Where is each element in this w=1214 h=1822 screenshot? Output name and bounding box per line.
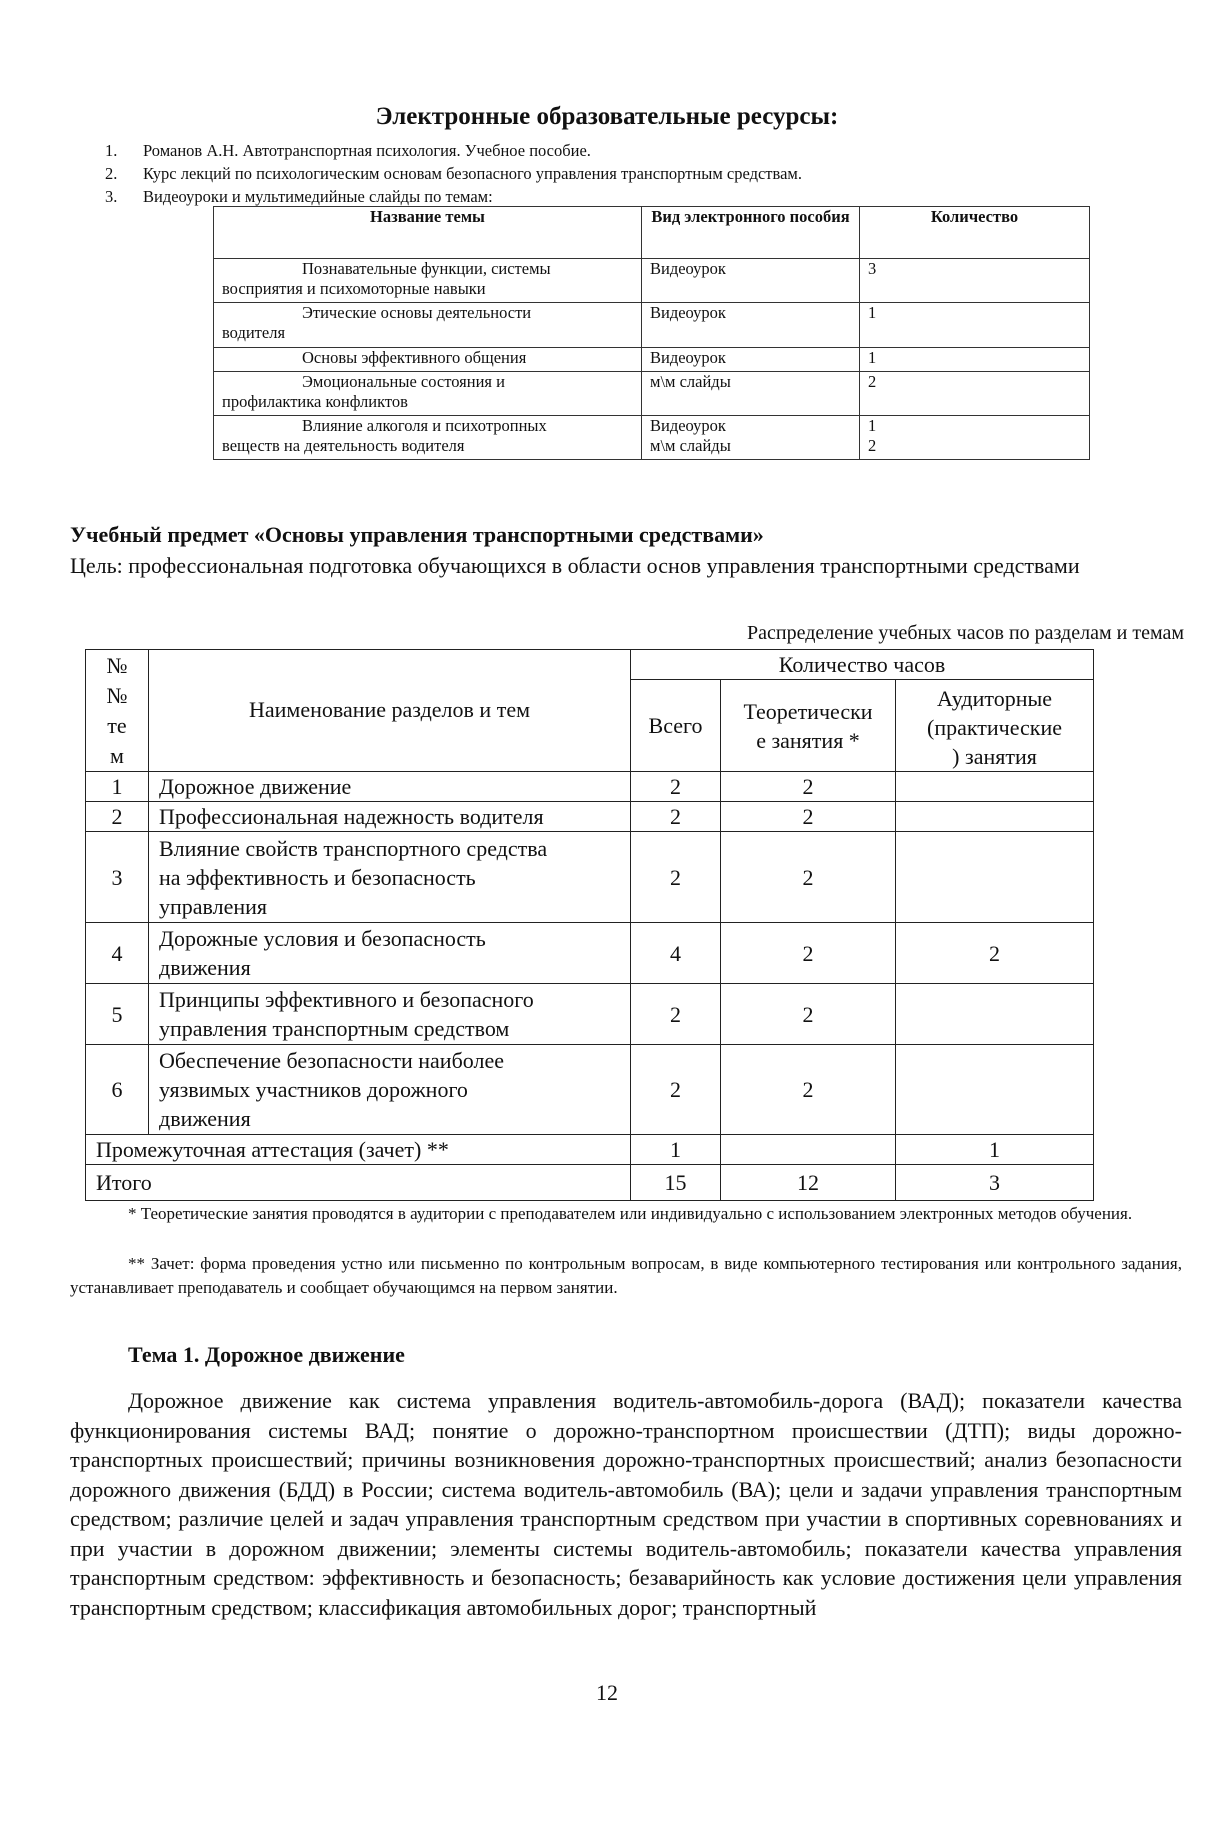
total-cell: 15 (631, 1165, 721, 1201)
type-line: Видеоурок (650, 416, 726, 435)
type-cell (642, 348, 860, 372)
header-theory-line: Теоретически (743, 698, 873, 724)
table-row (86, 984, 1094, 1045)
count-cell (860, 259, 1090, 303)
topic-1-title: Тема 1. Дорожное движение (128, 1342, 405, 1367)
table-row (86, 772, 1094, 802)
table-row (214, 372, 1090, 416)
list-item-text: Курс лекций по психологическим основам безопасного управления транспортным средствам. (143, 164, 802, 183)
name-cell (149, 802, 631, 832)
list-item-number: 2. (105, 164, 118, 183)
topic-line: восприятия и психомоторные навыки (222, 279, 486, 298)
name-line: Дорожные условия и безопасность (159, 926, 486, 951)
total-cell: 2 (631, 802, 721, 832)
count-line: 1 (868, 348, 877, 367)
attestation-label: Промежуточная аттестация (зачет) ** (86, 1135, 631, 1165)
name-line: движения (159, 955, 251, 980)
total-cell: 2 (631, 1045, 721, 1135)
practice-cell (896, 802, 1094, 832)
hours-table (85, 649, 1094, 1201)
header-number (86, 650, 149, 772)
practice-cell: 1 (896, 1135, 1094, 1165)
theory-cell: 2 (721, 832, 896, 923)
count-cell (860, 348, 1090, 372)
count-line: 2 (868, 372, 877, 391)
list-item-number: 1. (105, 141, 118, 160)
type-cell (642, 416, 860, 460)
header-count: Количество (860, 207, 1090, 259)
count-cell (860, 372, 1090, 416)
count-cell (860, 416, 1090, 460)
footnote-theory: * Теоретические занятия проводятся в аудитории с преподавателем или индивидуально с использованием электронных методов обучения. (128, 1204, 1133, 1223)
type-line: Видеоурок (650, 348, 726, 367)
header-number-line: те (107, 712, 127, 738)
type-cell (642, 259, 860, 303)
table-row (214, 348, 1090, 372)
type-line: Видеоурок (650, 303, 726, 322)
header-practice-line: ) занятия (952, 744, 1037, 769)
distribution-caption: Распределение учебных часов по разделам и темам (747, 622, 1184, 644)
header-total: Всего (631, 680, 721, 772)
list-item-text: Видеоуроки и мультимедийные слайды по темам: (143, 187, 493, 206)
theory-cell (721, 1135, 896, 1165)
count-line: 2 (868, 436, 877, 455)
list-item (105, 185, 1085, 208)
num-cell: 3 (86, 832, 149, 923)
topic-cell (214, 348, 642, 372)
header-name: Наименование разделов и тем (149, 650, 631, 772)
total-cell: 2 (631, 772, 721, 802)
header-practice-line: (практические (927, 715, 1063, 740)
theory-cell: 2 (721, 1045, 896, 1135)
table-row (86, 923, 1094, 984)
type-line: Видеоурок (650, 259, 726, 278)
header-topic-name: Название темы (214, 207, 642, 259)
header-practice (896, 680, 1094, 772)
table-row (86, 832, 1094, 923)
page-number: 12 (596, 1680, 618, 1705)
topic-line: Основы эффективного общения (302, 348, 527, 367)
theory-cell: 2 (721, 772, 896, 802)
header-resource-type: Вид электронного пособия (642, 207, 860, 259)
topic-line: веществ на деятельность водителя (222, 436, 465, 455)
header-number-line: № (106, 682, 128, 708)
num-cell: 4 (86, 923, 149, 984)
header-number-line: м (110, 742, 124, 768)
total-cell: 2 (631, 832, 721, 923)
name-line: Обеспечение безопасности наиболее (159, 1048, 504, 1073)
topic-cell (214, 372, 642, 416)
type-line: м\м слайды (650, 436, 731, 455)
list-item (105, 139, 1085, 162)
name-line: Профессиональная надежность водителя (159, 804, 544, 829)
type-line: м\м слайды (650, 372, 731, 391)
count-line: 3 (868, 259, 877, 278)
table-row (86, 1045, 1094, 1135)
practice-cell (896, 984, 1094, 1045)
header-hours: Количество часов (631, 650, 1094, 680)
num-cell: 1 (86, 772, 149, 802)
theory-cell: 2 (721, 984, 896, 1045)
theory-cell: 2 (721, 802, 896, 832)
count-line: 1 (868, 303, 877, 322)
num-cell: 5 (86, 984, 149, 1045)
name-line: Принципы эффективного и безопасного (159, 987, 534, 1012)
table-row (214, 416, 1090, 460)
topic-cell (214, 303, 642, 348)
type-cell (642, 303, 860, 348)
header-theory (721, 680, 896, 772)
video-lessons-table (213, 206, 1090, 460)
practice-cell (896, 772, 1094, 802)
name-cell (149, 923, 631, 984)
total-label: Итого (86, 1165, 631, 1201)
name-cell (149, 772, 631, 802)
resources-list (105, 139, 1085, 208)
type-cell (642, 372, 860, 416)
practice-cell: 3 (896, 1165, 1094, 1201)
total-cell: 2 (631, 984, 721, 1045)
name-line: управления (159, 893, 268, 919)
count-line: 1 (868, 416, 877, 435)
name-line: Дорожное движение (159, 774, 352, 799)
topic-line: Эмоциональные состояния и (302, 372, 505, 391)
total-cell: 4 (631, 923, 721, 984)
topic-line: Этические основы деятельности (302, 303, 532, 322)
header-number-line: № (106, 652, 128, 678)
subject-title: Учебный предмет «Основы управления транспортными средствами» (70, 522, 764, 547)
header-theory-line: е занятия * (756, 727, 860, 753)
topic-cell (214, 259, 642, 303)
practice-cell (896, 832, 1094, 923)
name-line: уязвимых участников дорожного (159, 1077, 468, 1102)
total-row (86, 1165, 1094, 1201)
name-line: Влияние свойств транспортного средства (159, 835, 548, 861)
num-cell: 2 (86, 802, 149, 832)
table-row (214, 303, 1090, 348)
theory-cell: 12 (721, 1165, 896, 1201)
table-row (86, 802, 1094, 832)
practice-cell: 2 (896, 923, 1094, 984)
list-item-text: Романов А.Н. Автотранспортная психология. Учебное пособие. (143, 141, 591, 160)
attestation-row (86, 1135, 1094, 1165)
practice-cell (896, 1045, 1094, 1135)
topic-line: Влияние алкоголя и психотропных (302, 416, 547, 435)
name-cell (149, 984, 631, 1045)
list-item (105, 162, 1085, 185)
table-header-row (86, 650, 1094, 680)
count-cell (860, 303, 1090, 348)
name-cell (149, 1045, 631, 1135)
name-cell (149, 832, 631, 923)
header-practice-line: Аудиторные (937, 686, 1053, 711)
resources-title: Электронные образовательные ресурсы: (375, 103, 839, 130)
total-cell: 1 (631, 1135, 721, 1165)
num-cell: 6 (86, 1045, 149, 1135)
list-item-number: 3. (105, 187, 118, 206)
topic-1-text: Дорожное движение как система управления водитель-автомобиль-дорога (ВАД); показатели качества функционирования системы ВАД; понятие о дорожно-транспортном происшествии (ДТП); виды дорожно-транспортных происшествий; причины возникновения дорожно-транспортных происшествий; анализ безопасности дорожного движения (БДД) в России; система водитель-автомобиль (ВА); цели и задачи управления транспортным средством; различие целей и задач управления транспортным средством при участии в спортивных соревнованиях и при участии в дорожном движении; элементы системы водитель-автомобиль; показатели качества управления транспортным средством: эффективность и безопасность; безаварийность как условие достижения цели управления транспортным средством; классификация автомобильных дорог; транспортный (70, 1388, 1182, 1620)
topic-line: профилактика конфликтов (222, 392, 408, 411)
table-header-row (214, 207, 1090, 259)
subject-goal: Цель: профессиональная подготовка обучающихся в области основ управления транспортными средствами (70, 553, 1080, 578)
name-line: на эффективность и безопасность (159, 864, 476, 890)
topic-cell (214, 416, 642, 460)
table-row (214, 259, 1090, 303)
name-line: управления транспортным средством (159, 1016, 510, 1041)
footnote-exam: ** Зачет: форма проведения устно или письменно по контрольным вопросам, в виде компьютерного тестирования или контрольного задания, устанавливает преподаватель и сообщает обучающимся на первом занятии. (70, 1254, 1182, 1297)
topic-line: Познавательные функции, системы (302, 259, 551, 278)
theory-cell: 2 (721, 923, 896, 984)
topic-line: водителя (222, 323, 286, 342)
name-line: движения (159, 1106, 251, 1131)
